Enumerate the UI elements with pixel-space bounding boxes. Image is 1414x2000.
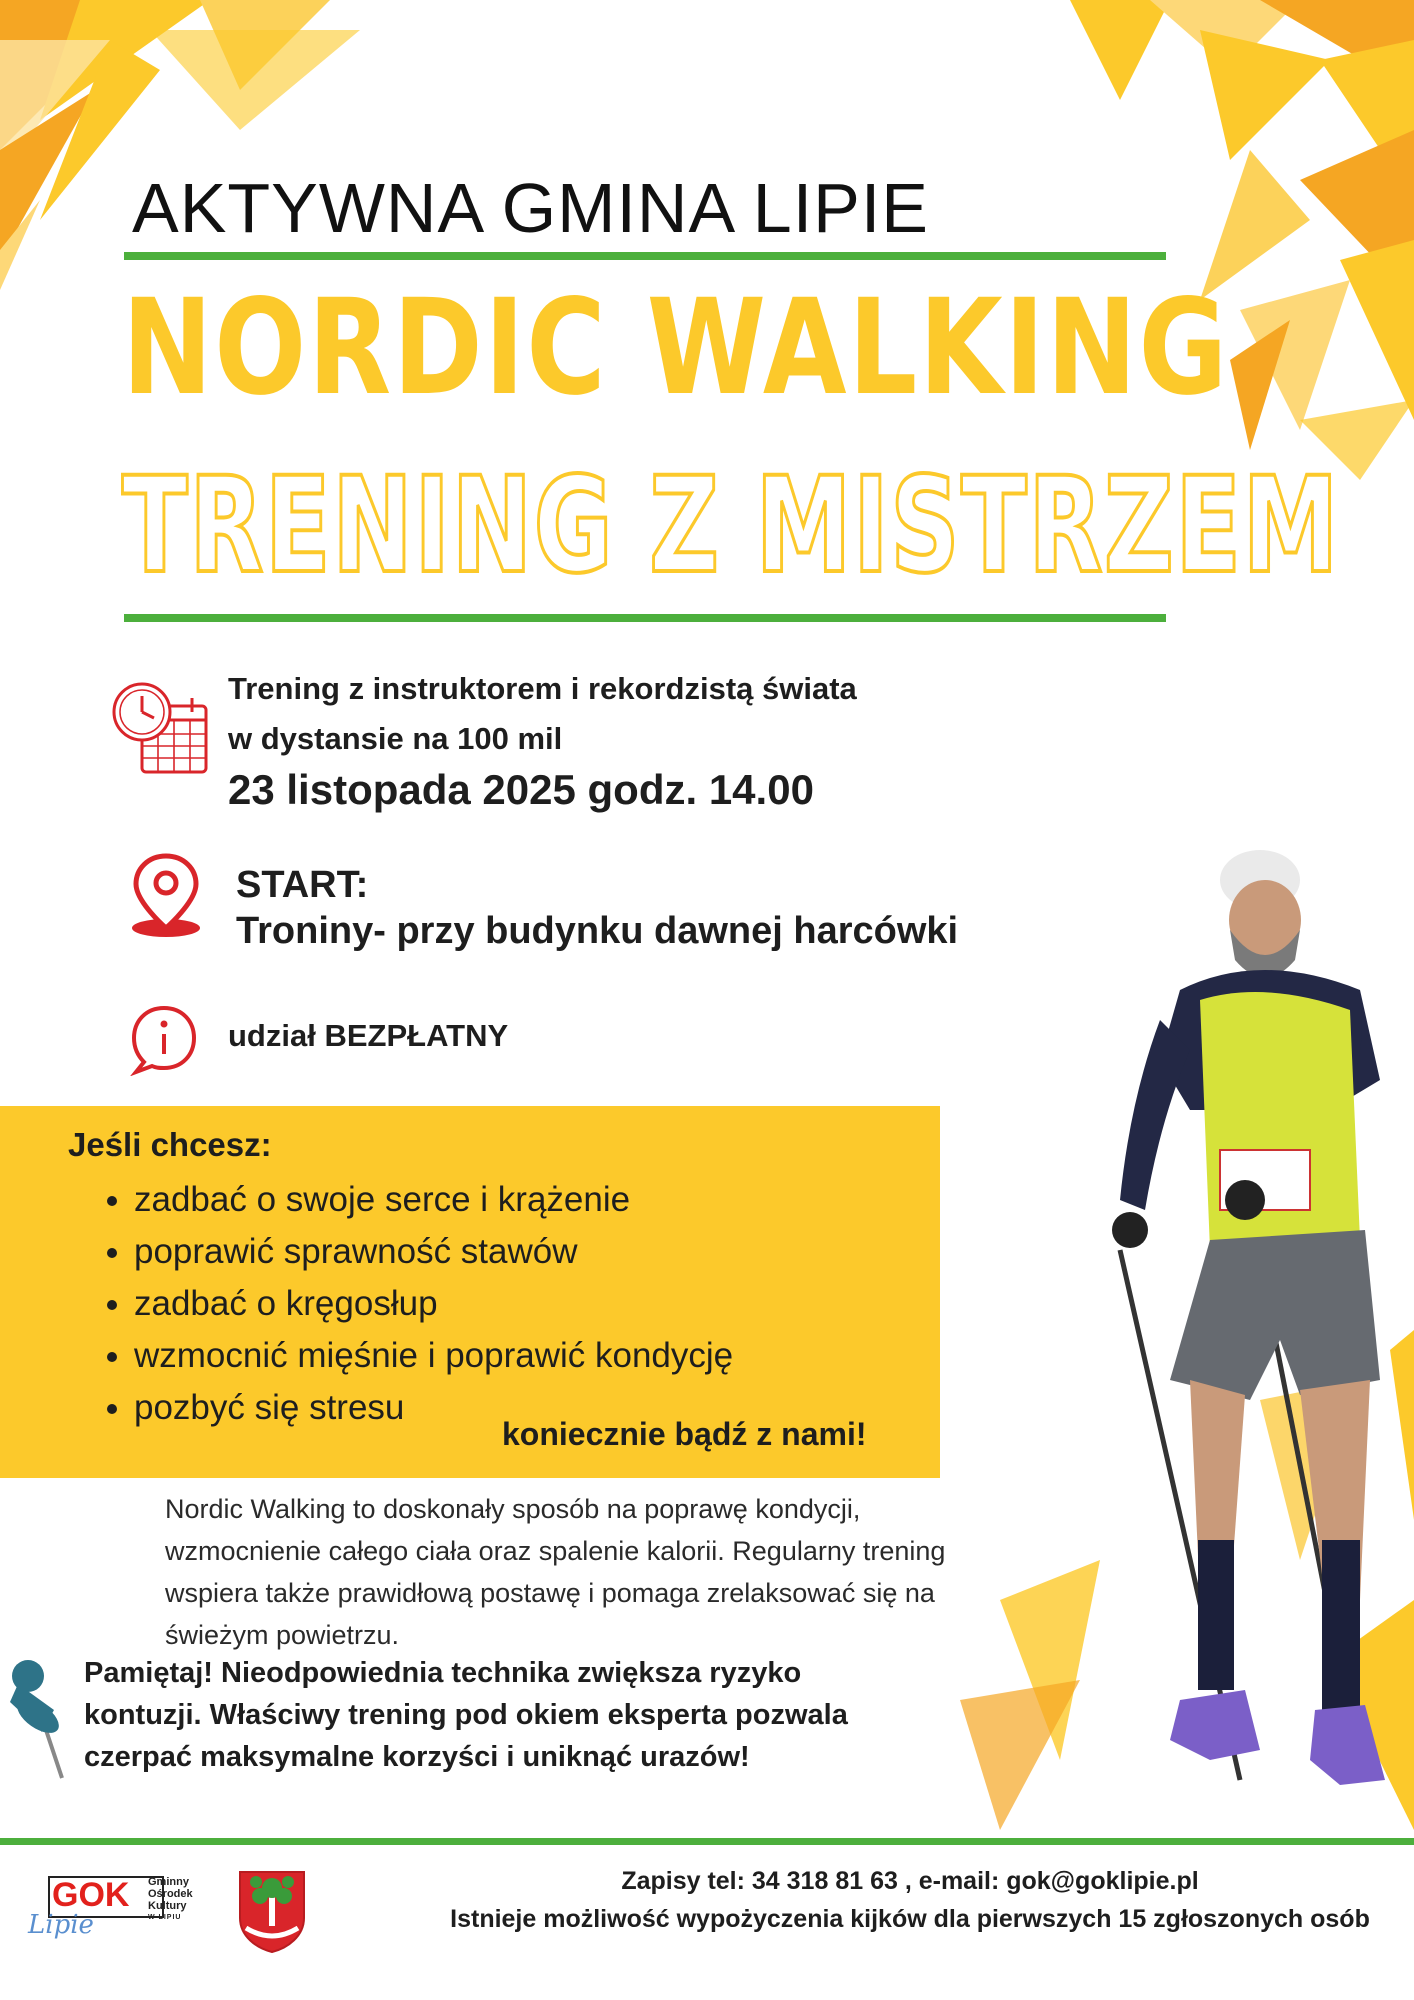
list-item: • poprawić sprawność stawów <box>134 1226 733 1278</box>
start-info <box>236 862 958 954</box>
divider-bottom <box>124 614 1166 622</box>
runner-photo <box>1060 820 1414 1860</box>
footer-info <box>410 1862 1410 1938</box>
reminder-text: Pamiętaj! Nieodpowiednia technika zwiększa ryzyko kontuzji. Właściwy trening pod okiem eksperta pozwala czerpać maksymalne korzyści i uniknąć urazów! <box>84 1657 848 1773</box>
gok-name: Gminny Ośrodek Kultury W LIPIU <box>148 1876 193 1921</box>
event-description: Trening z instruktorem i rekordzistą świata w dystansie na 100 mil <box>228 671 857 756</box>
call-to-action: koniecznie bądź z nami! <box>502 1416 867 1452</box>
map-pin-icon <box>126 852 206 940</box>
benefits-list <box>86 1174 733 1434</box>
coat-of-arms-icon <box>236 1868 308 1954</box>
list-item: • zadbać o swoje serce i krążenie <box>134 1174 733 1226</box>
info-bubble-icon <box>128 1004 200 1076</box>
list-item: • pozbyć się stresu <box>134 1382 733 1434</box>
contact-line: Zapisy tel: 34 318 81 63 , e-mail: gok@goklipie.pl <box>621 1867 1199 1895</box>
main-title: NORDIC WALKING <box>122 271 1229 425</box>
gok-letters: GOK <box>52 1876 130 1914</box>
list-item: • wzmocnić mięśnie i poprawić kondycję <box>134 1330 733 1382</box>
benefits-heading: Jeśli chcesz: <box>68 1126 272 1163</box>
gok-logo <box>28 1876 198 1950</box>
divider-top <box>124 252 1166 260</box>
fee-info: udział BEZPŁATNY <box>228 1018 509 1053</box>
about-paragraph: Nordic Walking to doskonały sposób na poprawę kondycji, wzmocnienie całego ciała oraz spalenie kalorii. Regularny trening wspiera także prawidłową postawę i pomaga zrelaksować się na świeżym powietrzu. <box>165 1494 946 1650</box>
rental-note: Istnieje możliwość wypożyczenia kijków dla pierwszych 15 zgłoszonych osób <box>450 1905 1370 1933</box>
start-location: Troniny- przy budynku dawnej harcówki <box>236 910 959 952</box>
event-date: 23 listopada 2025 godz. 14.00 <box>228 766 814 813</box>
list-item: • zadbać o kręgosłup <box>134 1278 733 1330</box>
footer-divider <box>0 1838 1414 1845</box>
kicker-title: AKTYWNA GMINA LIPIE <box>132 169 929 247</box>
pushpin-icon <box>4 1654 74 1784</box>
subtitle-outline: TRENING Z MISTRZEM <box>122 449 1340 603</box>
gok-script: Lipie <box>28 1910 94 1940</box>
start-label: START: <box>236 864 369 906</box>
clock-calendar-icon <box>110 680 210 776</box>
